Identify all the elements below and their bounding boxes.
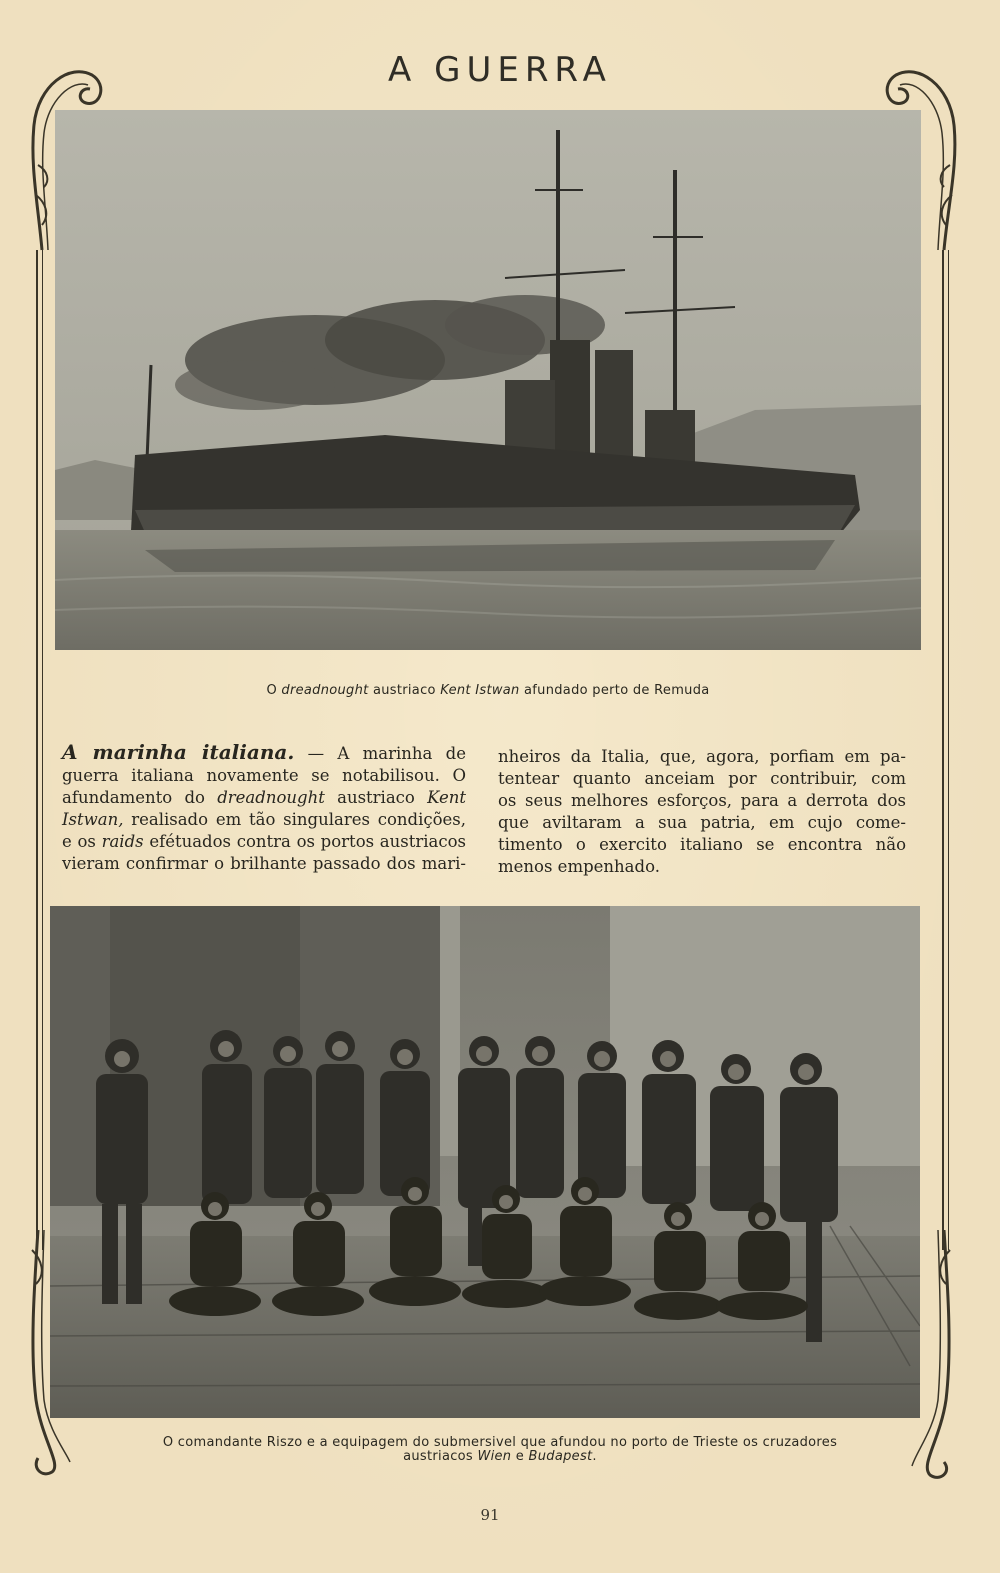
- caption-text: .: [592, 1449, 597, 1464]
- frame-left-border: [36, 250, 38, 1250]
- article-text: austriaco: [324, 788, 428, 807]
- article-line: menos empenhado.: [498, 857, 660, 876]
- article-text: e os: [62, 832, 102, 851]
- article-line: [62, 741, 466, 765]
- article-heading: A marinha italiana.: [62, 740, 295, 764]
- article-left-column: [62, 741, 466, 875]
- article-line: vieram confirmar o brilhante passado dos mari-: [62, 854, 466, 873]
- article-line: os seus melhores esforços, para a derrota dos: [498, 791, 906, 810]
- caption-ship-type: dreadnought: [281, 683, 369, 698]
- article-line: timento o exercito italiano se encontra não: [498, 835, 906, 854]
- article-line: [62, 787, 466, 809]
- article-text: — A marinha de: [294, 744, 466, 763]
- frame-left-border-inner: [42, 250, 43, 1250]
- article-line: tentear quanto anceiam por contribuir, com: [498, 769, 906, 788]
- caption-ship-name: Budapest: [528, 1449, 593, 1464]
- article-line: que aviltaram a sua patria, em cujo come-: [498, 813, 906, 832]
- article-text: efétuados contra os portos austriacos: [143, 832, 467, 851]
- caption-ship-name: Wien: [477, 1449, 512, 1464]
- dreadnought-photo-caption: [55, 683, 921, 698]
- article-italic: Kent: [427, 788, 467, 807]
- article-line: [62, 809, 466, 831]
- page-title: A GUERRA: [388, 50, 612, 90]
- article-italic: dreadnought: [217, 788, 325, 807]
- caption-text: O: [266, 683, 282, 698]
- article-line: nheiros da Italia, que, agora, porfiam em pa-: [498, 747, 906, 766]
- crew-photo-caption: [80, 1436, 920, 1464]
- caption-line: [80, 1450, 920, 1464]
- caption-line: O comandante Riszo e a equipagem do submersivel que afundou no porto de Trieste os cruzadores: [162, 1435, 838, 1450]
- caption-text: austriacos: [403, 1449, 478, 1464]
- article-line: [62, 831, 466, 853]
- caption-text: afundado perto de Remuda: [519, 683, 710, 698]
- article-line: guerra italiana novamente se notabilisou. O: [62, 766, 466, 785]
- caption-ship-name: Kent Istwan: [440, 683, 520, 698]
- frame-right-border: [942, 250, 944, 1250]
- article-italic: Istwan,: [62, 810, 124, 829]
- article-italic: raids: [101, 832, 144, 851]
- crew-photo: [50, 906, 920, 1418]
- article-text: afundamento do: [62, 788, 218, 807]
- article-right-column: [498, 746, 906, 878]
- page-number: 91: [480, 1506, 500, 1524]
- article-text: realisado em tão singulares condições,: [123, 810, 466, 829]
- dreadnought-photo: [55, 110, 921, 650]
- caption-text: e: [511, 1449, 529, 1464]
- caption-text: austriaco: [368, 683, 441, 698]
- frame-right-border-inner: [948, 250, 949, 1250]
